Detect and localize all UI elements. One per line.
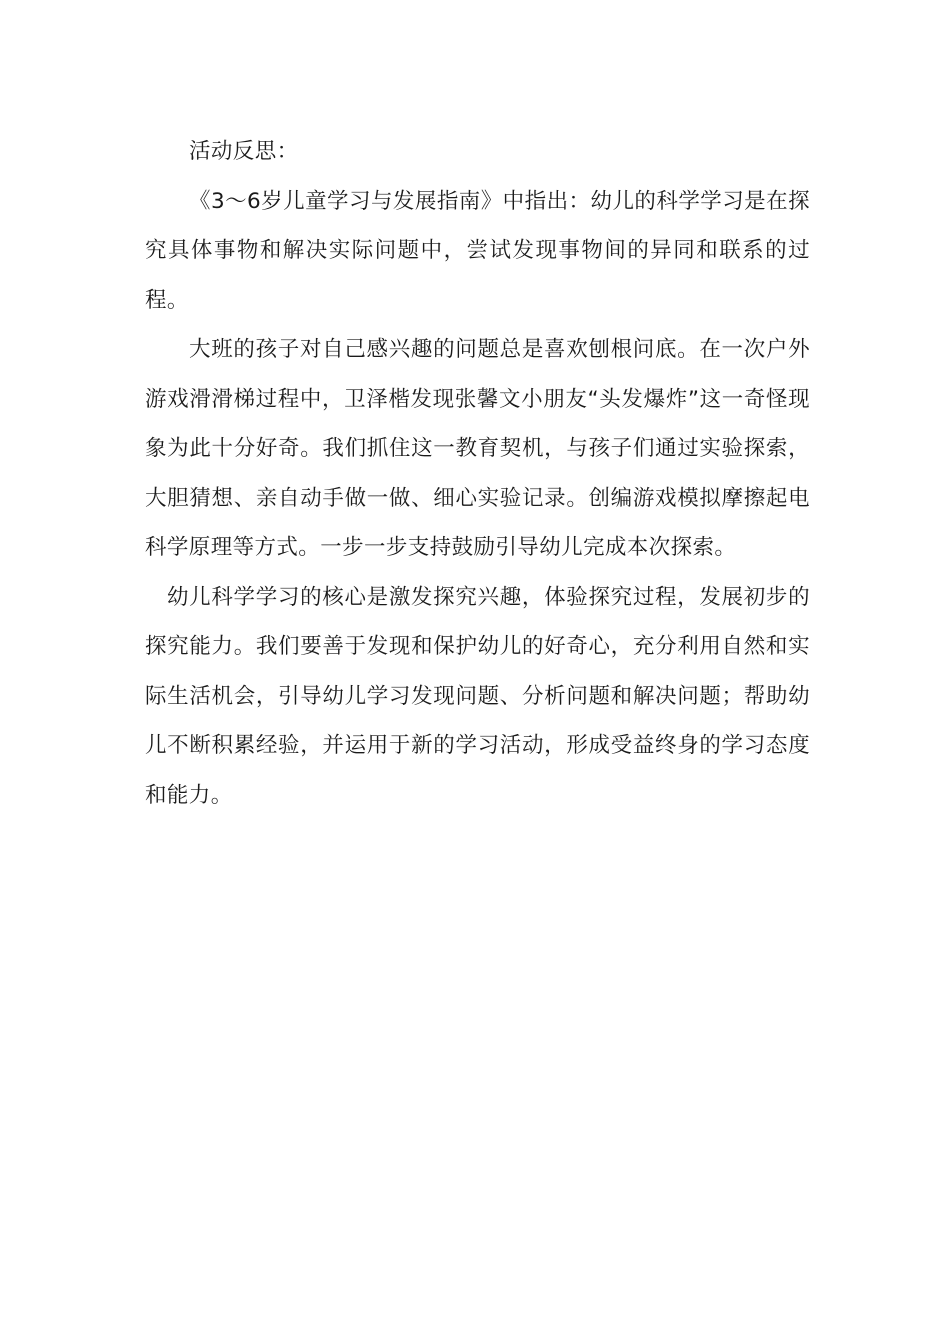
paragraph-activity: 大班的孩子对自己感兴趣的问题总是喜欢刨根问底。在一次户外游戏滑滑梯过程中，卫泽楷发现张馨文小朋友“头发爆炸”这一奇怪现象为此十分好奇。我们抓住这一教育契机，与孩子们通过实验探索，大胆猜想、亲自动手做一做、细心实验记录。创编游戏模拟摩擦起电科学原理等方式。一步一步支持鼓励引导幼儿完成本次探索。 (145, 337, 810, 560)
document-body (145, 127, 810, 820)
paragraph-conclusion: 幼儿科学学习的核心是激发探究兴趣，体验探究过程，发展初步的探究能力。我们要善于发现和保护幼儿的好奇心，充分利用自然和实际生活机会，引导幼儿学习发现问题、分析问题和解决问题；帮助幼儿不断积累经验，并运用于新的学习活动，形成受益终身的学习态度和能力。 (145, 584, 810, 808)
paragraph-guideline: 《3～6岁儿童学习与发展指南》中指出：幼儿的科学学习是在探究具体事物和解决实际问题中，尝试发现事物间的异同和联系的过程。 (145, 188, 810, 313)
section-heading: 活动反思： (189, 139, 299, 164)
